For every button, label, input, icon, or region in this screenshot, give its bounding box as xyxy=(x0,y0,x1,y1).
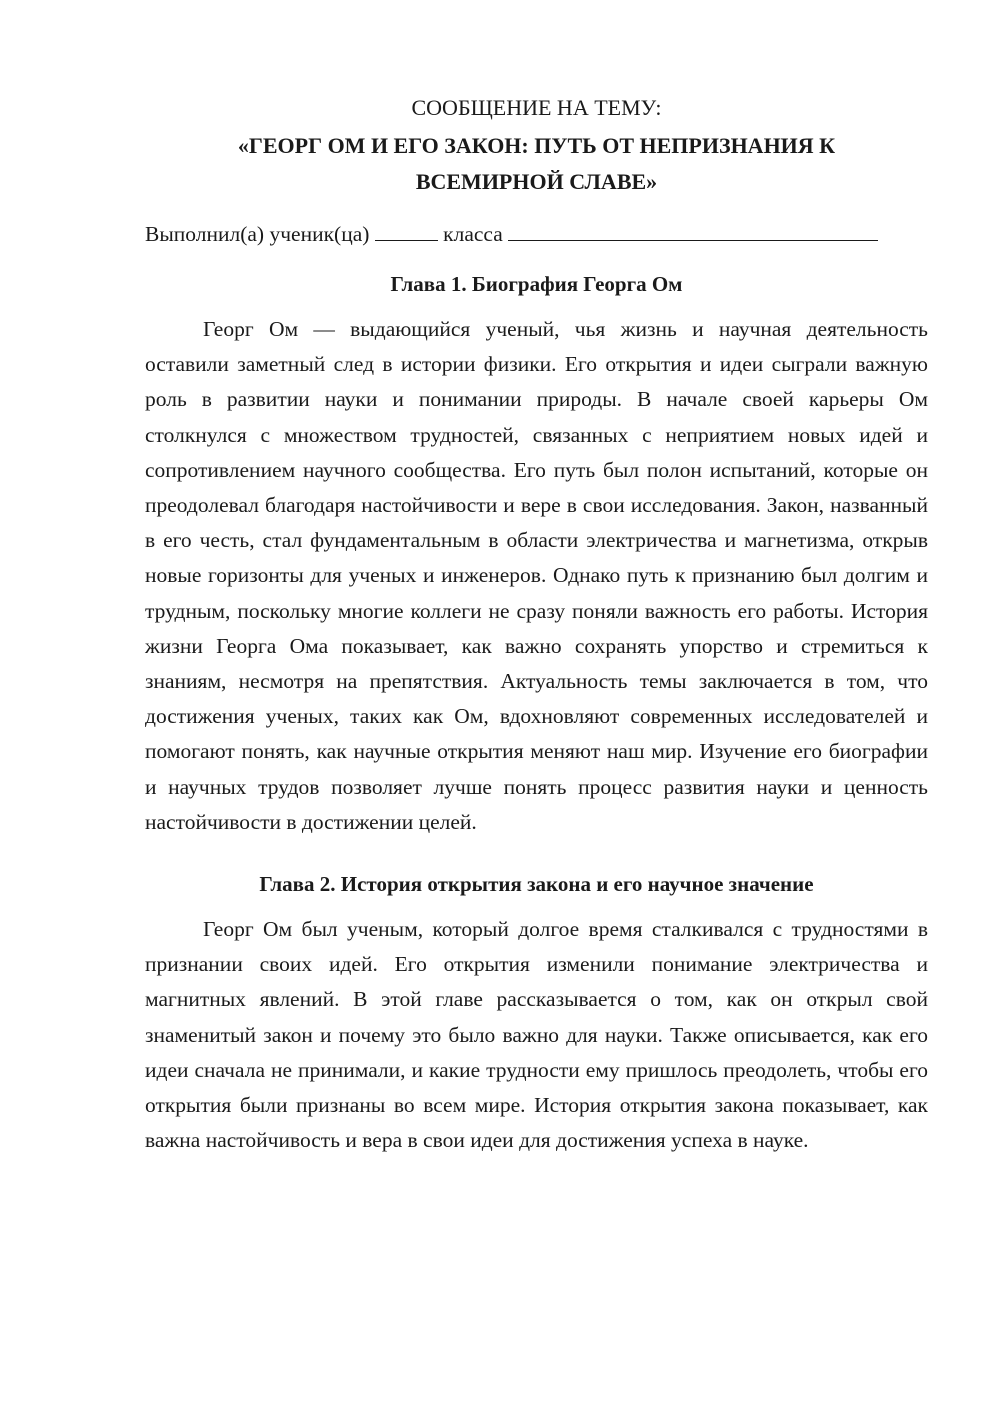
chapter-2-text: Георг Ом был ученым, который долгое время сталкивался с трудностями в признании своих идей. Его открытия изменили понимание электричества и магнитных явлений. В этой главе рассказывается о том, как он открыл свой знаменитый закон и почему это было важно для науки. Также описывается, как его идеи сначала не принимали, и какие трудности ему пришлось преодолеть, чтобы его открытия были признаны во всем мире. История открытия закона показывает, как важна настойчивость и вера в свои идеи для достижения успеха в науке. xyxy=(145,917,928,1153)
document-page xyxy=(145,90,928,1158)
author-line xyxy=(145,216,928,252)
chapter-2-title: Глава 2. История открытия закона и его научное значение xyxy=(259,872,814,897)
class-label: класса xyxy=(443,222,503,246)
chapter-1-title: Глава 1. Биография Георга Ом xyxy=(390,272,683,296)
report-title: «ГЕОРГ ОМ И ЕГО ЗАКОН: ПУТЬ ОТ НЕПРИЗНАНИЯ К ВСЕМИРНОЙ СЛАВЕ» xyxy=(237,133,836,194)
report-heading: СООБЩЕНИЕ НА ТЕМУ: xyxy=(411,95,662,120)
grade-blank xyxy=(375,218,438,241)
chapter-1-text: Георг Ом — выдающийся ученый, чья жизнь и научная деятельность оставили заметный след в истории физики. Его открытия и идеи сыграли важную роль в развитии науки и понимании природы. В начале своей карьеры Ом столкнулся с множеством трудностей, связанных с неприятием новых идей и сопротивлением научного сообщества. Его путь был полон испытаний, которые он преодолевал благодаря настойчивости и вере в свои исследования. Закон, названный в его честь, стал фундаментальным в области электричества и магнетизма, открыв новые горизонты для ученых и инженеров. Однако путь к признанию был долгим и трудным, поскольку многие коллеги не сразу поняли важность его работы. История жизни Георга Ома показывает, как важно сохранять упорство и стремиться к знаниям, несмотря на препятствия. Актуальность темы заключается в том, что достижения ученых, таких как Ом, вдохновляют современных исследователей и помогают понять, как научные открытия меняют наш мир. Изучение его биографии и научных трудов позволяет лучше понять процесс развития науки и ценность настойчивости в достижении целей. xyxy=(145,317,928,834)
student-name-blank xyxy=(508,218,878,241)
author-label: Выполнил(а) ученик(ца) xyxy=(145,222,370,246)
